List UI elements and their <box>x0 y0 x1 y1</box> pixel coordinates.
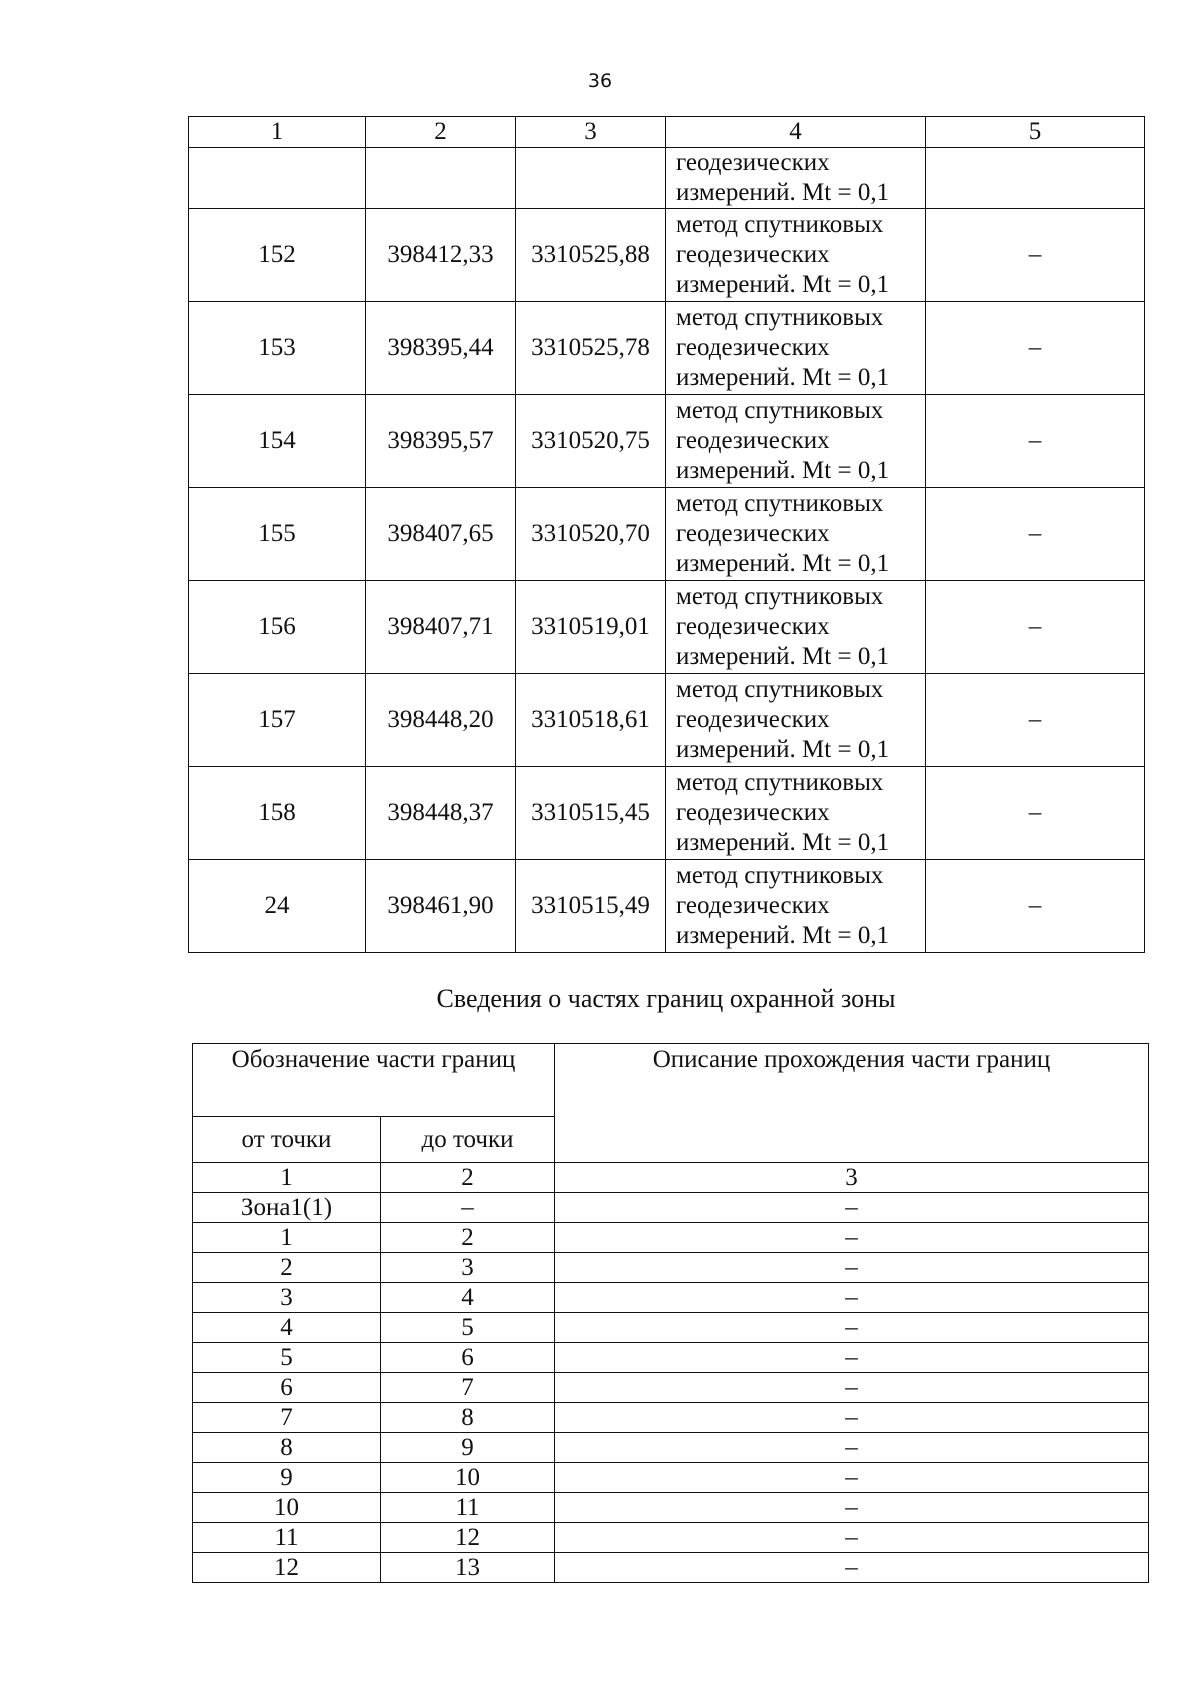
method-line: геодезических <box>676 334 830 361</box>
to-point-cell: 8 <box>381 1403 555 1433</box>
header-row <box>193 1044 1149 1117</box>
from-point-cell: 3 <box>193 1283 381 1313</box>
y-coordinate-cell: 3310520,75 <box>516 395 666 488</box>
y-coordinate-cell: 3310525,78 <box>516 302 666 395</box>
from-point-cell: 5 <box>193 1343 381 1373</box>
note-cell: – <box>926 581 1145 674</box>
empty-cell <box>366 148 516 209</box>
to-point-cell: 4 <box>381 1283 555 1313</box>
method-line: метод спутниковых <box>676 304 884 331</box>
column-number: 1 <box>193 1163 381 1193</box>
description-cell: – <box>555 1373 1149 1403</box>
point-number-cell: 153 <box>189 302 366 395</box>
table-row <box>189 860 1145 953</box>
description-cell: – <box>555 1283 1149 1313</box>
point-number-cell: 152 <box>189 209 366 302</box>
from-point-cell: 4 <box>193 1313 381 1343</box>
empty-cell <box>516 148 666 209</box>
method-cell <box>666 488 926 581</box>
to-point-cell: 12 <box>381 1523 555 1553</box>
point-number-cell: 157 <box>189 674 366 767</box>
method-cell <box>666 767 926 860</box>
method-line: геодезических <box>676 241 830 268</box>
point-number-cell: 155 <box>189 488 366 581</box>
table-row <box>193 1553 1149 1583</box>
from-point-header: от точки <box>193 1117 381 1163</box>
table-row <box>189 581 1145 674</box>
x-coordinate-cell: 398461,90 <box>366 860 516 953</box>
column-number: 3 <box>516 117 666 148</box>
method-line: измерений. Mt = 0,1 <box>676 550 890 577</box>
table-row <box>189 674 1145 767</box>
y-coordinate-cell: 3310520,70 <box>516 488 666 581</box>
column-number: 5 <box>926 117 1145 148</box>
description-cell: – <box>555 1433 1149 1463</box>
table-row <box>193 1193 1149 1223</box>
method-line: геодезических <box>676 706 830 733</box>
description-cell: – <box>555 1223 1149 1253</box>
to-point-cell: 11 <box>381 1493 555 1523</box>
section-title: Сведения о частях границ охранной зоны <box>436 984 896 1013</box>
method-cell <box>666 581 926 674</box>
table-row <box>193 1463 1149 1493</box>
table-row <box>193 1403 1149 1433</box>
description-header: Описание прохождения части границ <box>555 1044 1149 1163</box>
method-line: измерений. Mt = 0,1 <box>676 271 890 298</box>
to-point-cell: 9 <box>381 1433 555 1463</box>
coordinates-table-body <box>189 117 1145 953</box>
from-point-cell: 10 <box>193 1493 381 1523</box>
table-row <box>189 302 1145 395</box>
table-row <box>193 1343 1149 1373</box>
from-point-cell: 8 <box>193 1433 381 1463</box>
point-number-cell: 156 <box>189 581 366 674</box>
from-point-cell: 12 <box>193 1553 381 1583</box>
from-point-cell: 7 <box>193 1403 381 1433</box>
y-coordinate-cell: 3310525,88 <box>516 209 666 302</box>
y-coordinate-cell: 3310518,61 <box>516 674 666 767</box>
table-row <box>193 1493 1149 1523</box>
description-cell: – <box>555 1343 1149 1373</box>
description-cell: – <box>555 1253 1149 1283</box>
note-cell: – <box>926 302 1145 395</box>
to-point-cell: 10 <box>381 1463 555 1493</box>
y-coordinate-cell: 3310519,01 <box>516 581 666 674</box>
method-line: геодезических <box>676 613 830 640</box>
method-line: геодезических <box>676 799 830 826</box>
table-row <box>193 1373 1149 1403</box>
note-cell: – <box>926 488 1145 581</box>
point-number-cell: 154 <box>189 395 366 488</box>
x-coordinate-cell: 398448,20 <box>366 674 516 767</box>
to-point-cell: 2 <box>381 1223 555 1253</box>
method-line: измерений. Mt = 0,1 <box>676 922 890 949</box>
point-number-cell: 158 <box>189 767 366 860</box>
from-point-cell: Зона1(1) <box>193 1193 381 1223</box>
table-row <box>193 1523 1149 1553</box>
x-coordinate-cell: 398412,33 <box>366 209 516 302</box>
table-row <box>189 767 1145 860</box>
boundary-parts-table-body <box>193 1044 1149 1583</box>
description-cell: – <box>555 1523 1149 1553</box>
method-line: геодезических <box>676 149 830 176</box>
table-row <box>189 209 1145 302</box>
boundary-parts-table <box>192 1043 1149 1583</box>
note-cell: – <box>926 860 1145 953</box>
from-point-cell: 1 <box>193 1223 381 1253</box>
method-cell <box>666 209 926 302</box>
description-cell: – <box>555 1313 1149 1343</box>
empty-cell <box>926 148 1145 209</box>
from-point-cell: 11 <box>193 1523 381 1553</box>
note-cell: – <box>926 674 1145 767</box>
to-point-cell: 5 <box>381 1313 555 1343</box>
from-point-cell: 2 <box>193 1253 381 1283</box>
method-cell <box>666 302 926 395</box>
column-number: 1 <box>189 117 366 148</box>
table-row <box>193 1313 1149 1343</box>
method-line: измерений. Mt = 0,1 <box>676 364 890 391</box>
x-coordinate-cell: 398448,37 <box>366 767 516 860</box>
method-line: измерений. Mt = 0,1 <box>676 643 890 670</box>
column-number: 4 <box>666 117 926 148</box>
method-line: измерений. Mt = 0,1 <box>676 829 890 856</box>
method-cell <box>666 395 926 488</box>
table-row <box>193 1433 1149 1463</box>
y-coordinate-cell: 3310515,49 <box>516 860 666 953</box>
table-row <box>189 488 1145 581</box>
method-line: измерений. Mt = 0,1 <box>676 457 890 484</box>
description-cell: – <box>555 1193 1149 1223</box>
method-line: геодезических <box>676 892 830 919</box>
from-point-cell: 9 <box>193 1463 381 1493</box>
page-number: 36 <box>587 70 613 92</box>
to-point-cell: 7 <box>381 1373 555 1403</box>
note-cell: – <box>926 395 1145 488</box>
from-point-cell: 6 <box>193 1373 381 1403</box>
column-number: 2 <box>366 117 516 148</box>
coordinates-table <box>188 116 1145 953</box>
column-number-row <box>189 117 1145 148</box>
y-coordinate-cell: 3310515,45 <box>516 767 666 860</box>
empty-cell <box>189 148 366 209</box>
method-line: геодезических <box>676 520 830 547</box>
x-coordinate-cell: 398395,44 <box>366 302 516 395</box>
method-line: метод спутниковых <box>676 583 884 610</box>
x-coordinate-cell: 398407,65 <box>366 488 516 581</box>
method-line: метод спутниковых <box>676 676 884 703</box>
x-coordinate-cell: 398395,57 <box>366 395 516 488</box>
to-point-header: до точки <box>381 1117 555 1163</box>
point-number-cell: 24 <box>189 860 366 953</box>
method-line: метод спутниковых <box>676 397 884 424</box>
method-line: метод спутниковых <box>676 211 884 238</box>
column-number-row <box>193 1163 1149 1193</box>
to-point-cell: 13 <box>381 1553 555 1583</box>
to-point-cell: 6 <box>381 1343 555 1373</box>
method-cell <box>666 674 926 767</box>
to-point-cell: 3 <box>381 1253 555 1283</box>
to-point-cell: – <box>381 1193 555 1223</box>
note-cell: – <box>926 209 1145 302</box>
table-row <box>189 395 1145 488</box>
method-cell <box>666 860 926 953</box>
method-line: метод спутниковых <box>676 490 884 517</box>
method-line: измерений. Mt = 0,1 <box>676 179 890 206</box>
method-line: геодезических <box>676 427 830 454</box>
description-cell: – <box>555 1403 1149 1433</box>
x-coordinate-cell: 398407,71 <box>366 581 516 674</box>
table-row <box>193 1223 1149 1253</box>
description-cell: – <box>555 1463 1149 1493</box>
description-cell: – <box>555 1553 1149 1583</box>
description-cell: – <box>555 1493 1149 1523</box>
column-number: 2 <box>381 1163 555 1193</box>
method-line: метод спутниковых <box>676 769 884 796</box>
designation-header: Обозначение части границ <box>193 1044 555 1117</box>
method-line: метод спутниковых <box>676 862 884 889</box>
method-line: измерений. Mt = 0,1 <box>676 736 890 763</box>
method-cell <box>666 148 926 209</box>
note-cell: – <box>926 767 1145 860</box>
column-number: 3 <box>555 1163 1149 1193</box>
table-row <box>193 1253 1149 1283</box>
continuation-row <box>189 148 1145 209</box>
table-row <box>193 1283 1149 1313</box>
